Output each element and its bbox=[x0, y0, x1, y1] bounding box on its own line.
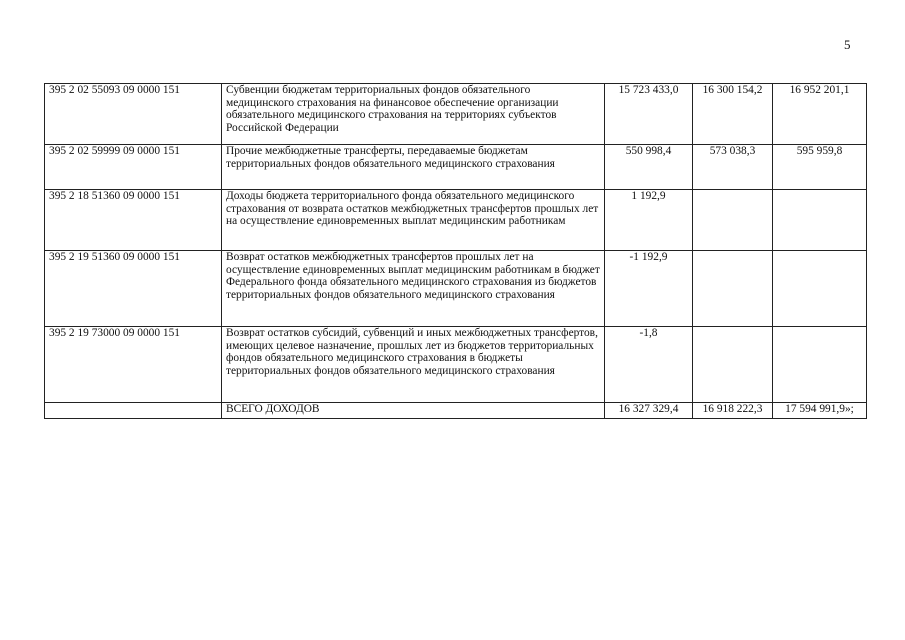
budget-code: 395 2 19 73000 09 0000 151 bbox=[45, 327, 222, 403]
value-year-1: 550 998,4 bbox=[605, 145, 693, 190]
total-row bbox=[45, 403, 867, 419]
value-year-3: 595 959,8 bbox=[773, 145, 867, 190]
value-year-2: 16 300 154,2 bbox=[693, 84, 773, 145]
income-name: Возврат остатков межбюджетных трансфертов прошлых лет на осуществление единовременных выплат медицинским работникам в бюджет Федерального фонда обязательного медицинского страхования из бюджетов территориальных фондов обязательного медицинского страхования bbox=[222, 251, 605, 327]
income-name: Прочие межбюджетные трансферты, передаваемые бюджетам территориальных фондов обязательного медицинского страхования bbox=[222, 145, 605, 190]
total-code-empty bbox=[45, 403, 222, 419]
budget-code: 395 2 02 55093 09 0000 151 bbox=[45, 84, 222, 145]
budget-code: 395 2 02 59999 09 0000 151 bbox=[45, 145, 222, 190]
income-name: Субвенции бюджетам территориальных фондов обязательного медицинского страхования на финансовое обеспечение организации обязательного медицинского страхования на территориях субъектов Российской Федерации bbox=[222, 84, 605, 145]
total-year-1: 16 327 329,4 bbox=[605, 403, 693, 419]
value-year-3 bbox=[773, 327, 867, 403]
income-name: Возврат остатков субсидий, субвенций и иных межбюджетных трансфертов, имеющих целевое назначение, прошлых лет из бюджетов территориальных фондов обязательного медицинского страхования в бюджеты территориальных фондов обязательного медицинского страхования bbox=[222, 327, 605, 403]
income-name: Доходы бюджета территориального фонда обязательного медицинского страхования от возврата остатков межбюджетных трансфертов прошлых лет на осуществление единовременных выплат медицинским работникам bbox=[222, 190, 605, 251]
income-table bbox=[44, 83, 867, 419]
table-row bbox=[45, 145, 867, 190]
value-year-1: -1,8 bbox=[605, 327, 693, 403]
value-year-2: 573 038,3 bbox=[693, 145, 773, 190]
value-year-2 bbox=[693, 327, 773, 403]
value-year-3 bbox=[773, 190, 867, 251]
value-year-1: 1 192,9 bbox=[605, 190, 693, 251]
value-year-1: 15 723 433,0 bbox=[605, 84, 693, 145]
value-year-2 bbox=[693, 251, 773, 327]
value-year-2 bbox=[693, 190, 773, 251]
total-year-2: 16 918 222,3 bbox=[693, 403, 773, 419]
table-row bbox=[45, 190, 867, 251]
budget-code: 395 2 18 51360 09 0000 151 bbox=[45, 190, 222, 251]
page-number: 5 bbox=[844, 37, 851, 52]
total-year-3: 17 594 991,9»; bbox=[773, 403, 867, 419]
value-year-1: -1 192,9 bbox=[605, 251, 693, 327]
table-row bbox=[45, 327, 867, 403]
total-label: ВСЕГО ДОХОДОВ bbox=[222, 403, 605, 419]
table-row bbox=[45, 251, 867, 327]
table-row bbox=[45, 84, 867, 145]
value-year-3: 16 952 201,1 bbox=[773, 84, 867, 145]
budget-code: 395 2 19 51360 09 0000 151 bbox=[45, 251, 222, 327]
value-year-3 bbox=[773, 251, 867, 327]
